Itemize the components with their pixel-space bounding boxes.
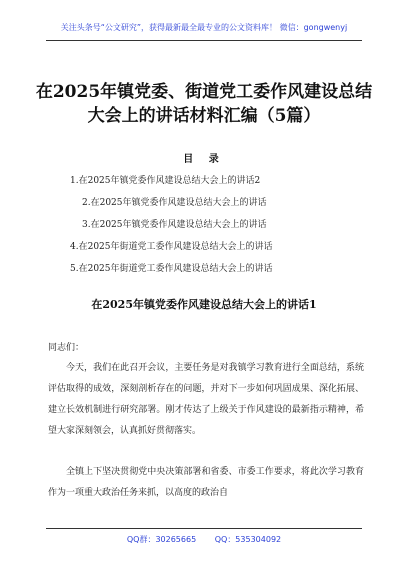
body-paragraph-2: 全镇上下坚决贯彻党中央决策部署和省委、市委工作要求，将此次学习教育作为一项重大政治任务来抓，以高度的政治自 (48, 467, 364, 498)
toc-heading: 目 录 (183, 154, 225, 165)
body-paragraph-1: 今天，我们在此召开会议，主要任务是对我镇学习教育进行全面总结，系统评估取得的成效，深刻剖析存在的问题，并对下一步如何巩固成果、深化拓展、建立长效机制进行研究部署。刚才传达了上级关于作风建设的最新指示精神，希望大家深刻领会，认真抓好贯彻落实。 (48, 363, 364, 436)
toc-item-4[interactable]: 4.在2025年街道党工委作风建设总结大会上的讲话 (70, 242, 273, 252)
document-title: 在2025年镇党委、街道党工委作风建设总结大会上的讲话材料汇编（5篇） (35, 82, 373, 126)
greeting: 同志们： (48, 343, 85, 353)
footer-divider (46, 528, 362, 529)
footer-qq: QQ：535304092 (214, 535, 282, 544)
toc-item-3[interactable]: 3.在2025年镇党委作风建设总结大会上的讲话 (82, 220, 267, 230)
toc-item-2[interactable]: 2.在2025年镇党委作风建设总结大会上的讲话 (82, 198, 267, 208)
table-of-contents (70, 170, 360, 280)
section-title: 在2025年镇党委作风建设总结大会上的讲话1 (91, 298, 317, 311)
header-notice: 关注头条号“公文研究”，获得最新最全最专业的公文资料库！ 微信：gongwenyj (60, 23, 348, 32)
footer-contact (0, 534, 408, 545)
toc-item-5[interactable]: 5.在2025年街道党工委作风建设总结大会上的讲话 (70, 264, 273, 274)
header-divider (46, 40, 362, 41)
footer-qq-group: QQ群：30265665 (126, 535, 197, 544)
toc-item-1[interactable]: 1.在2025年镇党委作风建设总结大会上的讲话2 (70, 176, 261, 186)
